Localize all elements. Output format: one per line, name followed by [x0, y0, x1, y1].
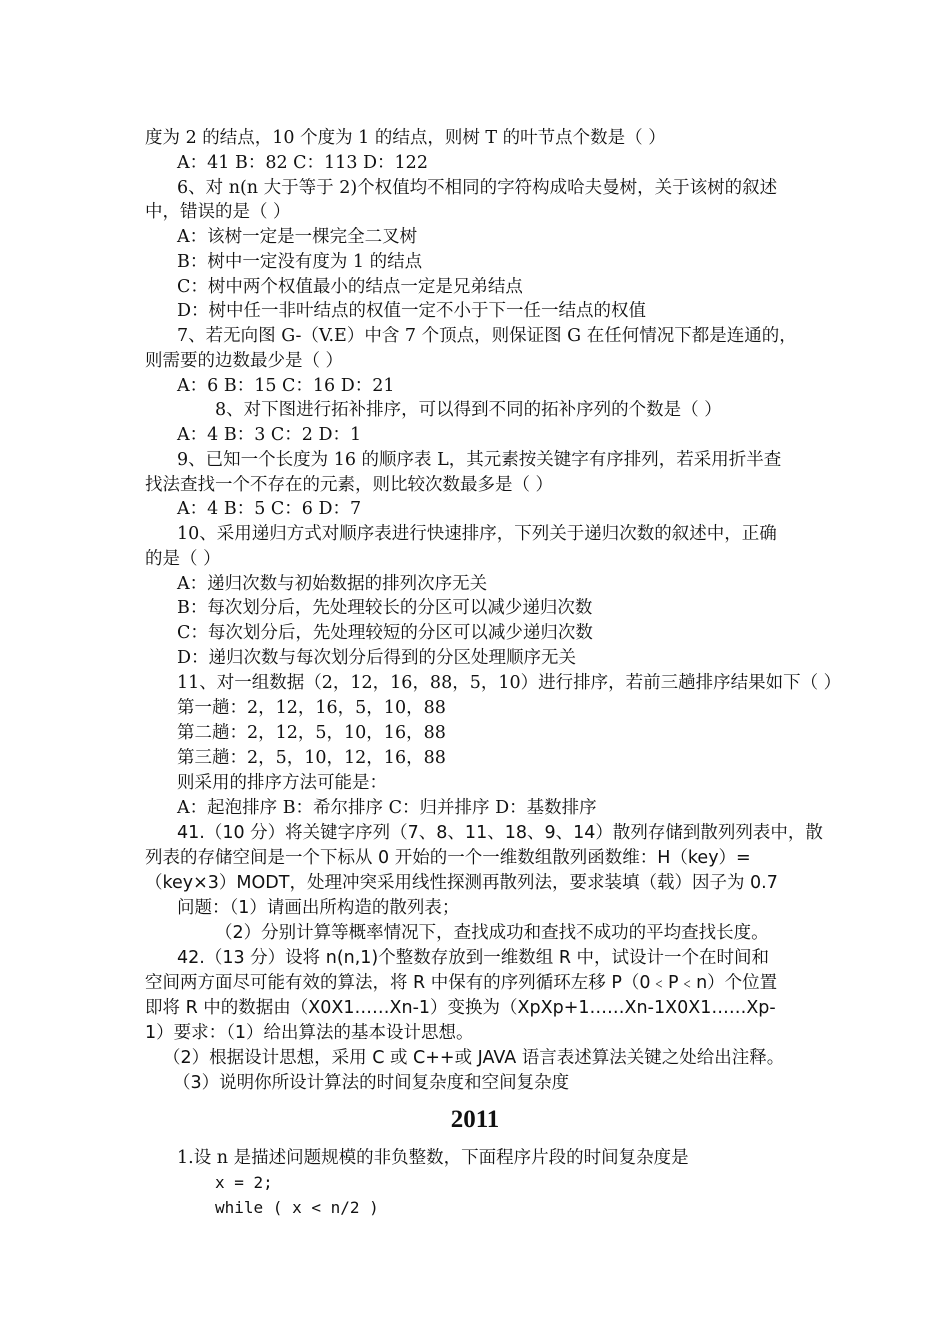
code-line: while ( x < n/2 ): [215, 1198, 379, 1217]
answer-options: A：4 B：3 C：2 D：1: [177, 425, 362, 445]
option-a: A：该树一定是一棵完全二叉树: [177, 227, 418, 247]
question-8: 8、对下图进行拓补排序，可以得到不同的拓补序列的个数是（ ）: [215, 400, 722, 420]
question-41: 41.（10 分）将关键字序列（7、8、11、18、9、14）散列存储到散列列表中，散: [177, 823, 823, 843]
text-line: 则需要的边数最少是（ ）: [145, 351, 344, 371]
text-line: 找法查找一个不存在的元素，则比较次数最多是（ ）: [145, 475, 554, 495]
question-6: 6、对 n(n 大于等于 2)个权值均不相同的字符构成哈夫曼树，关于该树的叙述: [177, 178, 778, 198]
text-line: 度为 2 的结点，10 个度为 1 的结点，则树 T 的叶节点个数是（ ）: [145, 128, 666, 148]
option-c: C：每次划分后，先处理较短的分区可以减少递归次数: [177, 623, 593, 643]
answer-options: A：4 B：5 C：6 D：7: [177, 499, 362, 519]
text-line: （3）说明你所设计算法的时间复杂度和空间复杂度: [173, 1073, 570, 1093]
code-line: x = 2;: [215, 1173, 273, 1192]
section-heading: 2011: [450, 1106, 500, 1133]
text-line: 1）要求：（1）给出算法的基本设计思想。: [145, 1023, 474, 1043]
text-line: 列表的存储空间是一个下标从 0 开始的一个一维数组散列函数维：H（key）=: [145, 848, 751, 868]
answer-options: A：6 B：15 C：16 D：21: [177, 376, 395, 396]
text-line: 第二趟：2，12，5，10，16，88: [177, 723, 446, 743]
text-line: （2）分别计算等概率情况下，查找成功和查找不成功的平均查找长度。: [215, 923, 769, 943]
option-d: D：递归次数与每次划分后得到的分区处理顺序无关: [177, 648, 577, 668]
answer-options: A：起泡排序 B：希尔排序 C：归并排序 D：基数排序: [177, 798, 597, 818]
question-9: 9、已知一个长度为 16 的顺序表 L，其元素按关键字有序排列，若采用折半查: [177, 450, 782, 470]
option-b: B：每次划分后，先处理较长的分区可以减少递归次数: [177, 598, 593, 618]
text-line: 第一趟：2，12，16，5，10，88: [177, 698, 446, 718]
option-b: B：树中一定没有度为 1 的结点: [177, 252, 423, 272]
question-2011-1: 1.设 n 是描述问题规模的非负整数，下面程序片段的时间复杂度是: [177, 1148, 689, 1168]
answer-options: A：41 B：82 C：113 D：122: [177, 153, 428, 173]
option-a: A：递归次数与初始数据的排列次序无关: [177, 574, 488, 594]
text-line: 第三趟：2，5，10，12，16，88: [177, 748, 446, 768]
text-line: 则采用的排序方法可能是：: [177, 773, 387, 793]
text-line: （key×3）MODT，处理冲突采用线性探测再散列法，要求装填（载）因子为 0.7: [145, 873, 778, 893]
text-line: 问题：（1）请画出所构造的散列表；: [177, 898, 460, 918]
option-d: D：树中任一非叶结点的权值一定不小于下一任一结点的权值: [177, 301, 647, 321]
text-line: 空间两方面尽可能有效的算法，将 R 中保有的序列循环左移 P（0﹤P﹤n）个位置: [145, 973, 778, 993]
question-42: 42.（13 分）设将 n(n,1)个整数存放到一维数组 R 中，试设计一个在时间和: [177, 948, 770, 968]
question-11: 11、对一组数据（2，12，16，88，5，10）进行排序，若前三趟排序结果如下（ ）: [177, 673, 842, 693]
text-line: 即将 R 中的数据由（X0X1……Xn-1）变换为（XpXp+1……Xn-1X0X1……Xp-: [145, 998, 776, 1018]
question-10: 10、采用递归方式对顺序表进行快速排序，下列关于递归次数的叙述中，正确: [177, 524, 777, 544]
question-7: 7、若无向图 G-（V.E）中含 7 个顶点，则保证图 G 在任何情况下都是连通的，: [177, 326, 797, 346]
text-line: （2）根据设计思想，采用 C 或 C++或 JAVA 语言表述算法关键之处给出注释。: [163, 1048, 785, 1068]
option-c: C：树中两个权值最小的结点一定是兄弟结点: [177, 277, 523, 297]
text-line: 的是（ ）: [145, 549, 221, 569]
text-line: 中，错误的是（ ）: [145, 202, 291, 222]
